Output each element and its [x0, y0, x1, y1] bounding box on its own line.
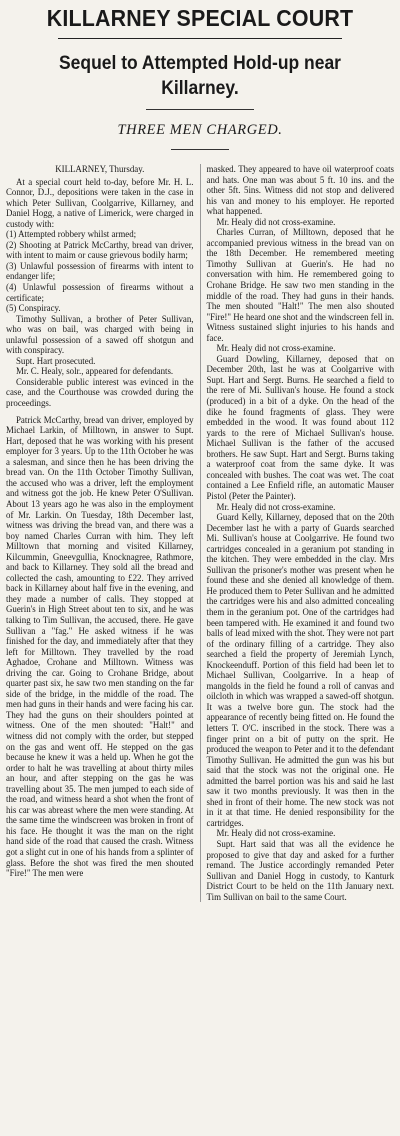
subheadline-rule [146, 109, 254, 110]
paragraph: masked. They appeared to have oil waterproof coats and hats. One man was about 5 ft. 10 ins. and the other 5ft. 5ins. Witness did not stop and delivered his van and money to his employer. He reported what happened. [206, 164, 395, 217]
charge-item: (1) Attempted robbery whilst armed; [6, 229, 137, 240]
paragraph: Supt. Hart prosecuted. [16, 355, 96, 366]
paragraph: Considerable public interest was evinced in the case, and the Courthouse was crowded during the proceedings. [6, 376, 194, 409]
column-divider [200, 164, 201, 902]
charge-item: (3) Unlawful possession of firearms with intent to endanger life; [6, 260, 194, 282]
paragraph: Guard Kelly, Killarney, deposed that on the 20th December last he with a party of Guards searched Mi. Sullivan's house at Coolgarrive. He found two cartridges concealed in a geranium pot standing in the kitchen. They were embedded in the clay. Mrs Sullivan the prisoner's mother was present when he found these and she denied all knowledge of them. He produced them to Peter Sullivan and he admitted the cartridges were his and also admitted concealing them in the geranium pot. One of the cartridges had been tampered with. He examined it and found two balls of lead mixed with the shot. They were not part of the ordinary filling of a cartridge. They also searched a field the property of Jeremiah Lynch, Knockeenduff. Portion of this field had been let to Michael Sullivan, Coolgarrive. In a heap of mangolds in the field he found a roll of canvas and oilcloth in which was wrapped a sawed-off shotgun. It was a twelve bore gun. The stock had the appearance of recently being fitted on. He found the letters T. O'C. inscribed in the stock. There was a finger print on a bit of putty on the sprit. He produced the weapon to Peter and it to the defendant Timothy Sullivan. He admitted the gun was his but said that the stock was not the original one. He admitted the barrel portion was his and said he last saw it two months previously. It was then in the shed in front of their home. The new stock was not in it at that time. He denied responsibility for the cartridges. [206, 512, 395, 828]
paragraph: Patrick McCarthy, bread van driver, employed by Michael Larkin, of Milltown, in answer to Supt. Hart, deposed that he was working with his present employer for 3 years. Up to the 11th October he was a salesman, and since then he has been driving the bread van. On the 11th October Timothy Sullivan, the accused who was a driver, left the employment and witness got the job. He knew Peter O'Sullivan. About 13 years ago he was also in the employment of Mr. Larkin. On Tuesday, 18th December last, witness was driving the bread van, and there was a boy named Charles Curran with him. They left Milltown that morning and visited Killarney, Kilcummin, Gneevgullia, Knocknagree, Rathmore, and back to Killarney. They sold all the bread and collected the cash, amounting to £22. They arrived back in Killarney about half five in the evening, and they made a number of calls. They stopped at Guerin's in High Street about ten to six, and he was talking to Tim Sullivan, the accused, there. He gave Sullivan a "fag." He asked witness if he was finished for the day, and immediately after that they left for Milltown. They travelled by the road Aghadoe, Crohane and Milltown. Witness was driving the car. Going to Crohane Bridge, about quarter past six, he saw two men standing on the far side of the bridge, in the middle of the road. The men had guns in their hands and were facing his car. They had the guns on their shoulders pointed at witness. One of the men shouted: "Halt!" and witness did not comply with the order, but stepped on the gas and went off. He stepped on the gas because he knew it was a held up. When he got the order to halt he was travelling at about thirty miles an hour, and after stepping on the gas he was travelling about 35. The men jumped to each side of the road, and witness heard a shot when the front of his car was abreast where the men were standing. At the same time the windscreen was broken in front of his face. He thought it was the man on the right hand side of the road that caused the crash. Witness got a slight cut in one of his hands from a splinter of glass. Before the shot was fired the men shouted "Fire!" The men were [6, 414, 194, 879]
deck: THREE MEN CHARGED. [117, 122, 283, 138]
paragraph: Mr. Healy did not cross-examine. [216, 501, 336, 512]
headline-rule [58, 38, 342, 39]
paragraph: Supt. Hart said that was all the evidence he proposed to give that day and asked for a further remand. The Justice accordingly remanded Peter Sullivan and Daniel Hogg in custody, to Kanturk District Court to be held on the 11th January next. Tim Sullivan on bail to the same Court. [206, 839, 395, 902]
paragraph: Charles Curran, of Milltown, deposed that he accompanied previous witness in the bread van on the 18th December. He remembered meeting Timothy Sullivan at Guerin's. He had no conversation with him. He remembered going to Crohane Bridge. He saw two men standing in the middle of the road. They had guns in their hands. The men shouted "Halt!" The men also shouted "Fire!" He heard one shot and the windscreen fell in. Witness sustained slight injuries to his hands and face. [206, 227, 395, 343]
subheadline: Sequel to Attempted Hold-up near Killarney. [59, 53, 341, 99]
paragraph: Mr. Healy did not cross-examine. [216, 216, 336, 227]
paragraph: Guard Dowling, Killarney, deposed that on December 20th, last he was at Coolgarrive with Supt. Hart and Sergt. Burns. He searched a field to the rere of Mi. Sullivan's house. He found a stock (produced) in a bit of a dyke. On the head of the dike he found fragments of glass. They were embedded in the wood. It was found about 112 yards to the rere of Michael Sullivan's house. Michael Sullivan is the father of the accused brothers. He saw Supt. Hart and Sergt. Burns taking a waterproof coat from the same dyke. It was concealed with bushes. The coat was wet. The coat contained a Lee Enfield rifle, an automatic Mauser Pistol (Peter the Painter). [206, 353, 395, 501]
paragraph: Mr. Healy did not cross-examine. [216, 828, 336, 839]
paragraph: Mr. Healy did not cross-examine. [216, 343, 336, 354]
left-column [6, 164, 194, 902]
paragraph: Timothy Sullivan, a brother of Peter Sullivan, who was on bail, was charged with being in unlawful possession of a sawed off shotgun and with conspiracy. [6, 313, 194, 356]
article-body [6, 164, 394, 902]
headline: KILLARNEY SPECIAL COURT [46, 5, 354, 31]
right-column [207, 164, 395, 902]
charge-item: (2) Shooting at Patrick McCarthy, bread van driver, with intent to maim or cause grievous bodily harm; [6, 239, 194, 261]
paragraph: Mr. C. Healy, solr., appeared for defendants. [16, 366, 174, 377]
paragraph: At a special court held to-day, before Mr. H. L. Connor, D.J., depositions were taken in the case in which Peter Sullivan, Coolgarrive, Killarney, and Daniel Hogg, a native of Limerick, were charged in custody with: [6, 176, 194, 229]
charge-item: (5) Conspiracy. [6, 303, 61, 314]
charge-item: (4) Unlawful possession of firearms without a certificate; [6, 282, 194, 303]
deck-rule [171, 149, 229, 150]
dateline: KILLARNEY, Thursday. [55, 164, 145, 174]
